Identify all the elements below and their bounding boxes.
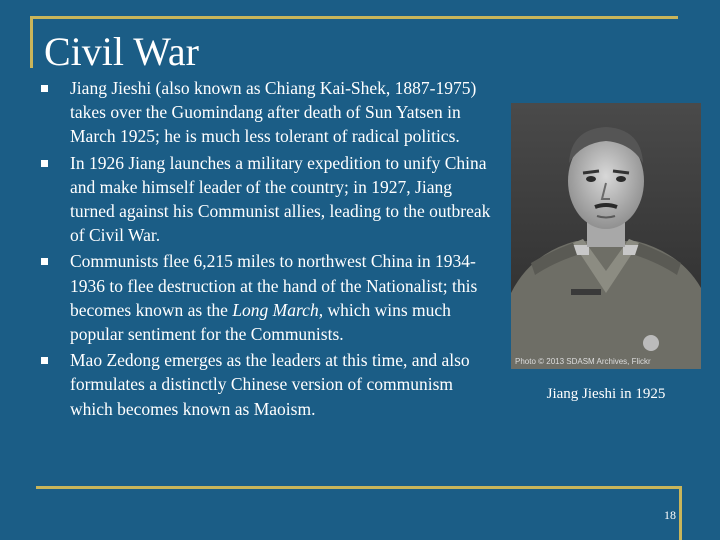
- bullet-text: Jiang Jieshi (also known as Chiang Kai-Shek, 1887-1975) takes over the Guomindang after death of Sun Yatsen in March 1925; he is much less tolerant of radical politics.: [70, 78, 477, 147]
- bullet-item: [40, 76, 496, 149]
- square-bullet-icon: [41, 85, 48, 92]
- square-bullet-icon: [41, 258, 48, 265]
- portrait-photo: [511, 103, 701, 369]
- bullet-text: Mao Zedong emerges as the leaders at this time, and also formulates a distinctly Chinese version of communism which becomes known as Maoism.: [70, 350, 470, 419]
- frame-bottom-rule: [36, 486, 682, 489]
- bullet-item: [40, 249, 496, 346]
- frame-right-rule: [679, 486, 682, 540]
- photo-watermark: Photo © 2013 SDASM Archives, Flickr: [515, 357, 651, 366]
- frame-left-rule: [30, 16, 33, 68]
- slide-number: 18: [664, 508, 676, 522]
- frame-top-rule: [30, 16, 678, 19]
- slide-title: Civil War: [44, 29, 199, 74]
- square-bullet-icon: [41, 357, 48, 364]
- portrait-illustration: [511, 103, 701, 369]
- bullet-text-start: Communists flee 6,215 miles to northwest China in 1934-1936 to flee destruction at the hand of the Nationalist; this becomes known as the: [70, 251, 478, 320]
- photo-caption: Jiang Jieshi in 1925: [546, 386, 666, 402]
- bullet-text-end: which wins much popular sentiment for the Communists.: [70, 299, 451, 345]
- bullet-text-italic: Long March,: [232, 299, 324, 320]
- bullet-text: In 1926 Jiang launches a military expedition to unify China and make himself leader of the country; in 1927, Jiang turned against his Communist allies, leading to the outbreak of Civil War.: [70, 152, 491, 246]
- bullet-list: [40, 76, 496, 423]
- bullet-item: [40, 151, 496, 248]
- square-bullet-icon: [41, 160, 48, 167]
- bullet-text: [70, 251, 477, 344]
- bullet-item: [40, 348, 496, 421]
